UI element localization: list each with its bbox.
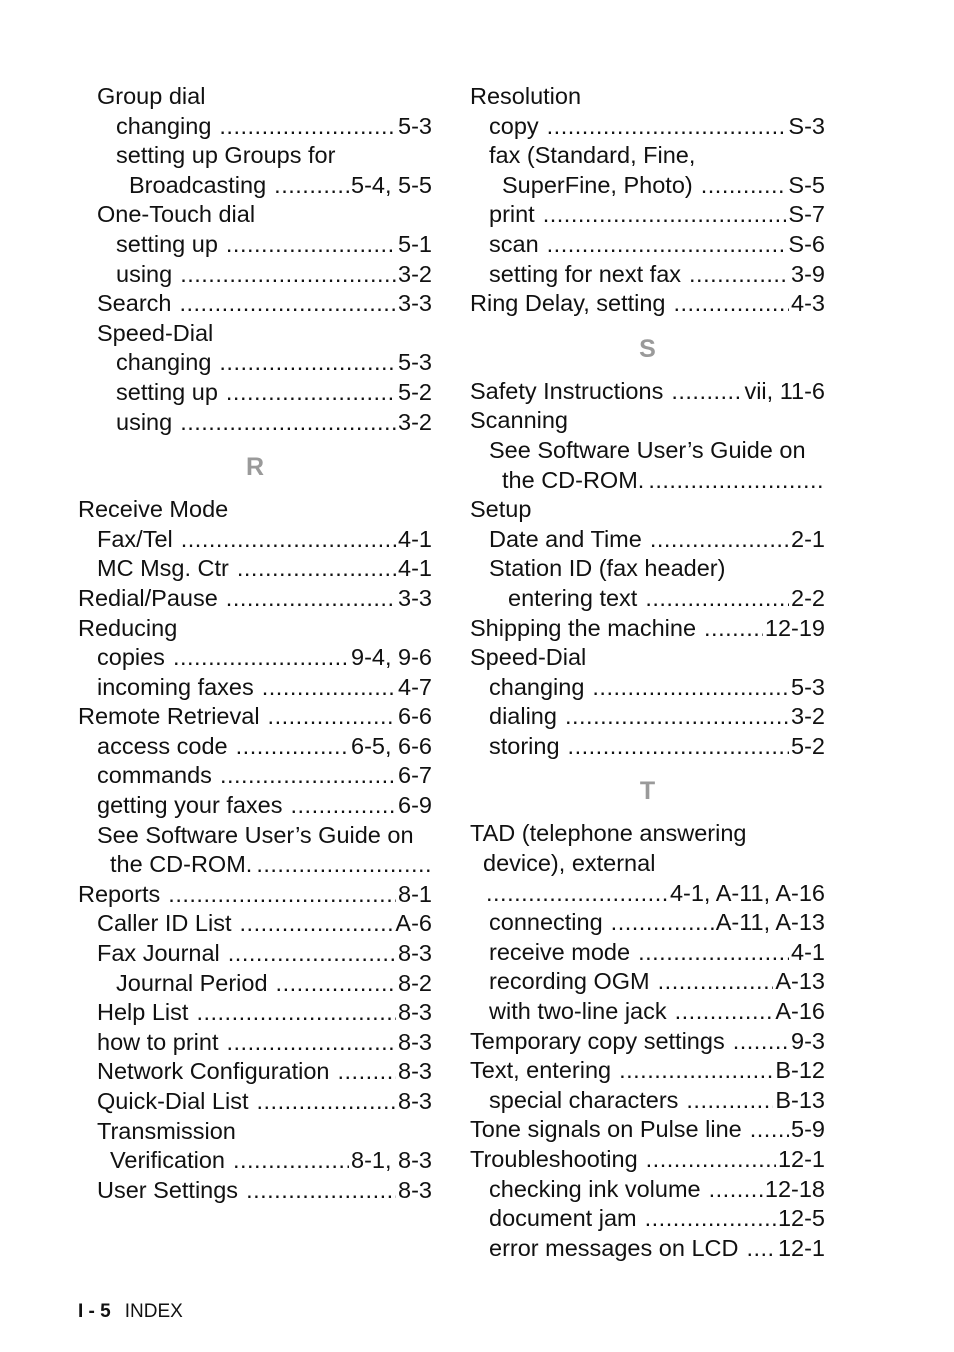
index-page-refs: 4-3 (791, 290, 825, 317)
footer-section-title: INDEX (124, 1301, 183, 1322)
index-entry (78, 408, 432, 438)
index-term: Group dial (97, 83, 206, 109)
index-term: scan (489, 230, 539, 257)
dot-leader (226, 1028, 396, 1058)
dot-leader (746, 1234, 775, 1264)
index-entry (470, 938, 825, 968)
index-entry (78, 998, 432, 1028)
dot-leader (168, 880, 396, 910)
index-entry (470, 702, 825, 732)
index-entry (470, 466, 825, 496)
index-page-refs: S-5 (788, 171, 825, 198)
page-number: I - 5 (78, 1301, 111, 1322)
index-entry (78, 850, 432, 880)
index-entry (470, 997, 825, 1027)
index-term: Redial/Pause (78, 584, 218, 611)
index-term: setting for next fax (489, 260, 682, 287)
index-page-refs: S-3 (788, 112, 825, 139)
dot-leader (704, 614, 763, 644)
dot-leader (750, 1115, 789, 1145)
index-page-refs: 8-1 (398, 880, 432, 907)
index-entry (78, 1028, 432, 1058)
index-page-refs: 5-3 (398, 349, 432, 376)
index-page-refs: B-13 (775, 1086, 825, 1113)
dot-leader (648, 466, 823, 496)
index-page-refs: 8-3 (398, 999, 432, 1026)
index-term: Broadcasting (129, 171, 267, 198)
dot-leader (645, 584, 789, 614)
index-entry (470, 200, 825, 230)
index-entry (470, 554, 825, 584)
index-term: Resolution (470, 83, 582, 109)
section-letter-t: T (639, 777, 656, 806)
index-entry (78, 200, 432, 230)
index-page-refs: 5-1 (398, 230, 432, 257)
index-term: Reports (78, 880, 161, 907)
dot-leader (236, 732, 349, 762)
index-page-refs: 4-1, A-11, A-16 (669, 879, 825, 906)
index-page-refs: S-6 (788, 230, 825, 257)
index-entry (470, 879, 825, 909)
index-page-refs: 6-9 (398, 792, 432, 819)
index-page-refs: 8-3 (398, 1088, 432, 1114)
index-page-refs: 8-3 (398, 1028, 432, 1055)
index-entry (470, 1145, 825, 1175)
index-term: changing (116, 349, 212, 376)
dot-leader (173, 643, 349, 673)
index-page-refs: vii, 11-6 (744, 377, 825, 404)
index-term: Text, entering (470, 1057, 612, 1084)
index-entry (78, 112, 432, 142)
dot-leader (565, 702, 789, 732)
dot-leader (592, 673, 789, 703)
index-term: error messages on LCD (489, 1234, 739, 1261)
index-entry (78, 525, 432, 555)
index-page-refs: 5-4, 5-5 (351, 171, 432, 198)
index-entry (470, 908, 825, 938)
dot-leader (733, 1027, 789, 1057)
index-page-refs: 4-1 (398, 555, 432, 582)
index-term: Station ID (fax header) (489, 555, 726, 582)
index-term: Network Configuration (97, 1058, 330, 1085)
index-entry (470, 673, 825, 703)
index-term: setting up Groups for (116, 142, 336, 169)
index-page-refs: 4-1 (398, 525, 432, 552)
index-entry (78, 348, 432, 378)
dot-leader (658, 967, 774, 997)
dot-leader (674, 289, 790, 319)
index-page-refs: 5-3 (791, 673, 825, 700)
index-entry (78, 732, 432, 762)
index-page-refs: 8-3 (398, 1176, 432, 1203)
index-entry (78, 378, 432, 408)
index-term: TAD (telephone answering (470, 820, 747, 847)
index-entry (470, 614, 825, 644)
index-term: fax (Standard, Fine, (489, 142, 696, 169)
index-entry (470, 495, 825, 525)
index-page-refs: 3-2 (791, 703, 825, 730)
dot-leader (179, 289, 396, 319)
dot-leader (671, 377, 742, 407)
index-page-refs: 6-7 (398, 762, 432, 789)
index-page-refs: 3-3 (398, 584, 432, 611)
index-term: changing (116, 112, 212, 139)
index-term: copies (97, 644, 165, 671)
index-entry (78, 1087, 432, 1117)
dot-leader (226, 378, 396, 408)
index-entry (78, 1057, 432, 1087)
index-entry (78, 584, 432, 614)
index-term: using (116, 260, 173, 287)
index-term: print (489, 201, 535, 228)
dot-leader (274, 171, 349, 201)
index-term: Ring Delay, setting (470, 290, 666, 317)
index-page-refs: 8-3 (398, 1058, 432, 1085)
index-entry (78, 495, 432, 525)
index-entry (470, 141, 825, 171)
index-term: getting your faxes (97, 792, 283, 819)
index-entry (470, 406, 825, 436)
index-page-refs: 9-4, 9-6 (351, 644, 432, 671)
dot-leader (276, 969, 396, 999)
index-entry (78, 171, 432, 201)
index-entry (78, 82, 432, 112)
index-term: setting up (116, 230, 218, 257)
index-term: SuperFine, Photo) (502, 171, 693, 198)
index-term: Transmission (97, 1117, 236, 1144)
dot-leader (226, 230, 396, 260)
dot-leader (262, 673, 396, 703)
index-term: Speed-Dial (97, 319, 214, 346)
index-page-refs: 3-9 (791, 260, 825, 287)
dot-leader (226, 584, 396, 614)
index-entry (78, 554, 432, 584)
dot-leader (233, 1146, 349, 1176)
index-term: how to print (97, 1028, 219, 1055)
index-page-refs: 6-6 (398, 703, 432, 730)
index-term: storing (489, 732, 560, 759)
index-entry (78, 791, 432, 821)
index-page-refs: 5-9 (791, 1116, 825, 1143)
index-entry (78, 614, 432, 644)
index-entry (78, 643, 432, 673)
index-entry (470, 1056, 825, 1086)
index-term: entering text (508, 584, 638, 611)
index-term: Tone signals on Pulse line (470, 1116, 742, 1143)
index-term: recording OGM (489, 968, 650, 995)
index-entry (470, 260, 825, 290)
dot-leader (645, 1204, 776, 1234)
index-term: Caller ID List (97, 910, 232, 937)
index-entry (470, 1234, 825, 1264)
index-page-refs: A-6 (395, 910, 432, 937)
index-entry (470, 819, 825, 849)
index-term: Troubleshooting (470, 1146, 638, 1172)
index-entry (470, 171, 825, 201)
dot-leader (619, 1056, 773, 1086)
index-page-refs: 8-1, 8-3 (351, 1147, 432, 1174)
index-term: incoming faxes (97, 673, 254, 700)
index-term: checking ink volume (489, 1175, 701, 1202)
index-page-refs: 12-1 (777, 1234, 825, 1261)
dot-leader (256, 850, 430, 880)
dot-leader (675, 997, 774, 1027)
index-term: device), external (483, 850, 656, 877)
section-letter-s: S (639, 334, 656, 363)
index-page-refs: 4-1 (791, 938, 825, 965)
index-page-refs: 9-3 (791, 1027, 825, 1054)
dot-leader (701, 171, 787, 201)
dot-leader (181, 525, 396, 555)
index-page-refs: 3-2 (398, 408, 432, 435)
index-term: Search (97, 290, 172, 317)
index-entry (470, 289, 825, 319)
dot-leader (219, 112, 396, 142)
index-page-refs: 12-18 (764, 1175, 825, 1202)
index-term: the CD-ROM. (110, 851, 253, 878)
index-term: User Settings (97, 1176, 239, 1203)
dot-leader (246, 1176, 396, 1206)
index-entry (78, 673, 432, 703)
index-page-refs: B-12 (775, 1057, 825, 1084)
index-term: the CD-ROM. (502, 466, 645, 493)
index-entry (470, 732, 825, 762)
index-entry (470, 967, 825, 997)
dot-leader (650, 525, 789, 555)
dot-leader (568, 732, 789, 762)
dot-leader (219, 348, 396, 378)
index-page-refs: 5-2 (791, 732, 825, 759)
index-entry (78, 821, 432, 851)
index-entry (470, 112, 825, 142)
index-page-refs: 8-3 (398, 940, 432, 967)
index-page-refs: 5-3 (398, 112, 432, 139)
index-term: Temporary copy settings (470, 1027, 725, 1054)
index-entry (78, 260, 432, 290)
index-term: Help List (97, 999, 189, 1026)
dot-leader (611, 908, 714, 938)
index-term: Fax/Tel (97, 525, 173, 552)
index-term: setting up (116, 378, 218, 405)
index-term: Remote Retrieval (78, 703, 260, 730)
index-entry (470, 1175, 825, 1205)
index-page-refs: 12-5 (777, 1205, 825, 1232)
index-entry (470, 584, 825, 614)
index-page-refs: 3-3 (398, 290, 432, 317)
index-entry (470, 525, 825, 555)
dot-leader (646, 1145, 776, 1175)
index-term: Setup (470, 496, 532, 523)
dot-leader (291, 791, 397, 821)
index-entry (78, 230, 432, 260)
index-term: See Software User’s Guide on (97, 821, 414, 848)
index-entry (78, 1146, 432, 1176)
index-term: Receive Mode (78, 496, 229, 523)
index-entry (78, 319, 432, 349)
index-term: document jam (489, 1205, 637, 1232)
index-term: access code (97, 732, 228, 759)
index-page-refs: A-16 (775, 998, 825, 1025)
index-term: See Software User’s Guide on (489, 436, 806, 463)
index-term: MC Msg. Ctr (97, 555, 229, 582)
index-entry (470, 1027, 825, 1057)
index-page-refs: 4-7 (398, 673, 432, 700)
index-entry (470, 1115, 825, 1145)
index-page-refs: A-11, A-13 (715, 909, 825, 936)
dot-leader (220, 761, 396, 791)
index-entry (78, 1176, 432, 1206)
dot-leader (638, 938, 789, 968)
index-page-refs: 2-2 (791, 584, 825, 611)
dot-leader (547, 112, 787, 142)
index-entry (470, 849, 825, 879)
dot-leader (180, 408, 396, 438)
dot-leader (547, 230, 787, 260)
index-entry (78, 880, 432, 910)
index-entry (78, 141, 432, 171)
dot-leader (240, 909, 394, 939)
index-term: special characters (489, 1086, 679, 1113)
dot-leader (180, 260, 396, 290)
index-entry (78, 1117, 432, 1147)
index-column-right (470, 82, 825, 1263)
index-term: One-Touch dial (97, 201, 256, 228)
index-term: Fax Journal (97, 940, 220, 967)
page-footer (78, 1300, 183, 1324)
index-page-refs: 8-2 (398, 969, 432, 996)
dot-leader (268, 702, 396, 732)
index-page-refs: S-7 (788, 201, 825, 228)
dot-leader (256, 1087, 396, 1117)
index-entry (78, 939, 432, 969)
dot-leader (237, 554, 396, 584)
index-entry (470, 1204, 825, 1234)
index-term: Journal Period (116, 969, 268, 996)
index-entry (470, 230, 825, 260)
index-page-refs: 3-2 (398, 260, 432, 287)
dot-leader (228, 939, 396, 969)
index-term: receive mode (489, 938, 631, 965)
index-column-left (78, 82, 432, 1205)
index-term: Shipping the machine (470, 614, 697, 641)
dot-leader (338, 1057, 397, 1087)
index-term: Reducing (78, 614, 178, 641)
index-entry (78, 289, 432, 319)
index-entry (470, 377, 825, 407)
index-term: using (116, 408, 173, 435)
index-term: changing (489, 673, 585, 700)
dot-leader (543, 200, 787, 230)
index-term: connecting (489, 909, 603, 936)
index-page-refs: 12-19 (764, 614, 825, 641)
index-entry (470, 643, 825, 673)
index-term: Verification (110, 1147, 225, 1174)
index-page-refs: 5-2 (398, 378, 432, 405)
index-entry (470, 436, 825, 466)
index-term: with two-line jack (489, 998, 667, 1025)
index-page-refs: 12-1 (777, 1146, 825, 1172)
index-term: Scanning (470, 407, 568, 434)
index-term: dialing (489, 703, 557, 730)
index-entry (470, 82, 825, 112)
index-entry (78, 761, 432, 791)
index-term: Date and Time (489, 525, 642, 552)
dot-leader (709, 1175, 763, 1205)
dot-leader (689, 260, 789, 290)
section-letter-r: R (245, 453, 265, 482)
index-term: commands (97, 762, 212, 789)
index-page-refs: 6-5, 6-6 (351, 732, 432, 759)
index-entry (470, 1086, 825, 1116)
index-term: Quick-Dial List (97, 1088, 249, 1114)
dot-leader (686, 1086, 773, 1116)
index-page-refs: 2-1 (791, 525, 825, 552)
dot-leader (196, 998, 396, 1028)
index-entry (78, 702, 432, 732)
index-entry (78, 969, 432, 999)
index-term: Speed-Dial (470, 644, 587, 671)
index-entry (78, 909, 432, 939)
index-term: Safety Instructions (470, 377, 664, 404)
dot-leader (486, 879, 668, 909)
index-term: copy (489, 112, 539, 139)
index-page-refs: A-13 (775, 968, 825, 995)
